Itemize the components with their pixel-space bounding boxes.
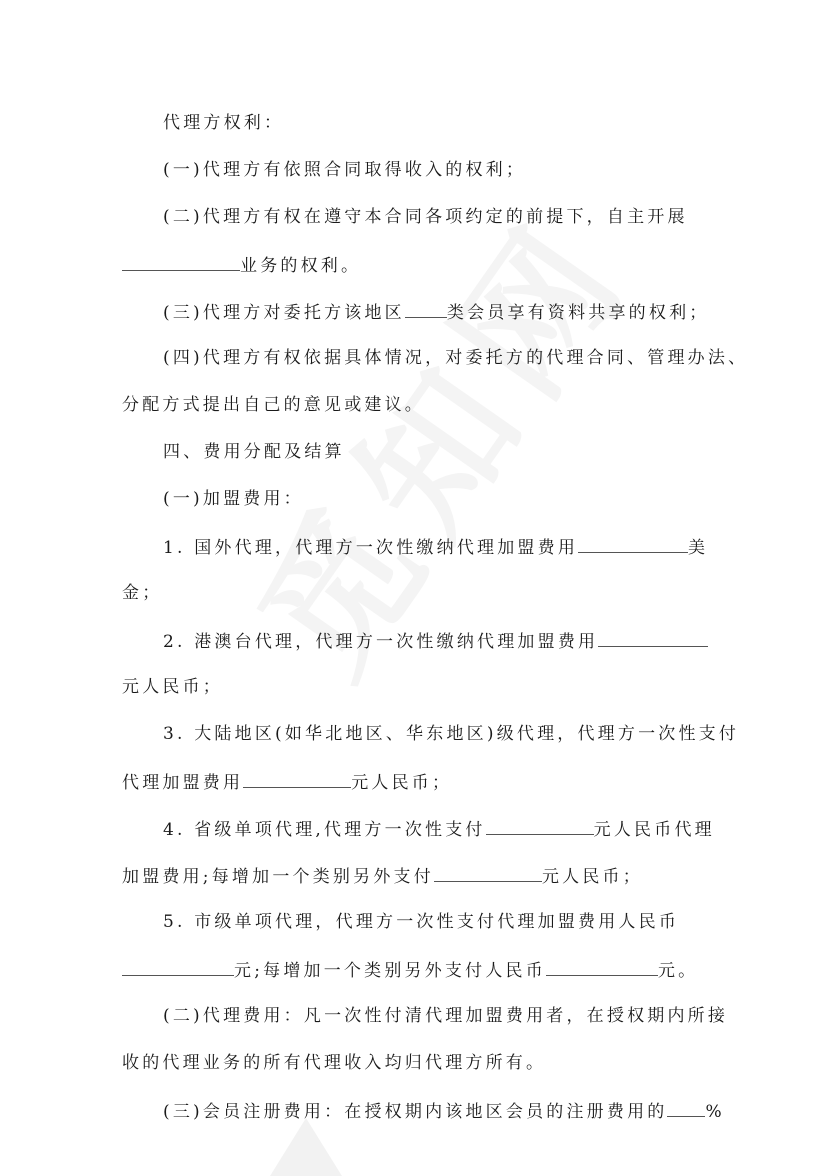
text-segment: 4. 省级单项代理,代理方一次性支付 — [163, 820, 486, 840]
member-registration-fee-item — [163, 1098, 725, 1124]
fill-blank-hkmotw-fee[interactable] — [598, 628, 708, 647]
fee-item-5-cont — [122, 957, 698, 983]
fill-blank-overseas-fee[interactable] — [578, 534, 688, 553]
text-segment: 加盟费用;每增加一个类别另外支付 — [122, 867, 434, 887]
text-segment: 类会员享有资料共享的权利； — [446, 303, 710, 323]
fill-blank-member-class[interactable] — [405, 299, 447, 318]
fill-blank-city-fee[interactable] — [122, 957, 234, 976]
section-4-heading: 四、费用分配及结算 — [163, 442, 345, 462]
fill-blank-provincial-extra-fee[interactable] — [434, 863, 542, 882]
agency-fee-item: (二)代理费用：凡一次性付清代理加盟费用者，在授权期内所接 — [163, 1006, 729, 1026]
text-segment: 1. 国外代理，代理方一次性缴纳代理加盟费用 — [163, 538, 579, 558]
text-segment: % — [705, 1102, 725, 1122]
agency-fee-item-cont: 收的代理业务的所有代理收入均归代理方所有。 — [122, 1053, 547, 1073]
fee-item-1-cont: 金； — [122, 583, 163, 603]
text-segment: 元;每增加一个类别另外支付人民币 — [234, 961, 546, 981]
text-segment: (三)代理方对委托方该地区 — [163, 303, 405, 323]
fee-item-5: 5. 市级单项代理，代理方一次性支付代理加盟费用人民币 — [163, 912, 680, 932]
fee-item-1 — [163, 534, 708, 560]
text-segment: 元。 — [657, 961, 699, 981]
franchise-fee-heading: (一)加盟费用： — [163, 489, 304, 509]
right-item-3 — [163, 299, 709, 325]
fill-blank-business[interactable] — [122, 252, 240, 271]
right-item-4: (四)代理方有权依据具体情况，对委托方的代理合同、管理办法、 — [163, 348, 749, 368]
fee-item-3-cont — [122, 769, 452, 795]
text-segment: 元人民币； — [541, 867, 643, 887]
fill-blank-provincial-fee[interactable] — [486, 816, 594, 835]
text-segment: (三)会员注册费用：在授权期内该地区会员的注册费用的 — [163, 1102, 668, 1122]
text-segment: 2. 港澳台代理，代理方一次性缴纳代理加盟费用 — [163, 632, 599, 652]
fill-blank-registration-percent[interactable] — [667, 1098, 705, 1117]
fee-item-2-cont: 元人民币； — [122, 677, 223, 697]
right-item-4-cont: 分配方式提出自己的意见或建议。 — [122, 395, 425, 415]
text-segment: 代理加盟费用 — [122, 773, 244, 793]
text-segment: 业务的权利。 — [240, 256, 362, 276]
fill-blank-city-extra-fee[interactable] — [546, 957, 658, 976]
fee-item-4 — [163, 816, 715, 842]
fee-item-3: 3. 大陆地区(如华北地区、华东地区)级代理，代理方一次性支付 — [163, 724, 740, 744]
right-item-2-cont — [122, 252, 361, 278]
text-segment: 元人民币； — [351, 773, 453, 793]
right-item-2: (二)代理方有权在遵守本合同各项约定的前提下，自主开展 — [163, 207, 688, 227]
rights-heading: 代理方权利： — [163, 113, 285, 133]
fill-blank-mainland-fee[interactable] — [243, 769, 351, 788]
text-segment: 美 — [688, 538, 709, 558]
fee-item-4-cont — [122, 863, 643, 889]
text-segment: 元人民币代理 — [593, 820, 715, 840]
fee-item-2 — [163, 628, 708, 654]
watermark-logo-icon — [270, 1118, 342, 1176]
right-item-1: (一)代理方有依照合同取得收入的权利； — [163, 160, 527, 180]
